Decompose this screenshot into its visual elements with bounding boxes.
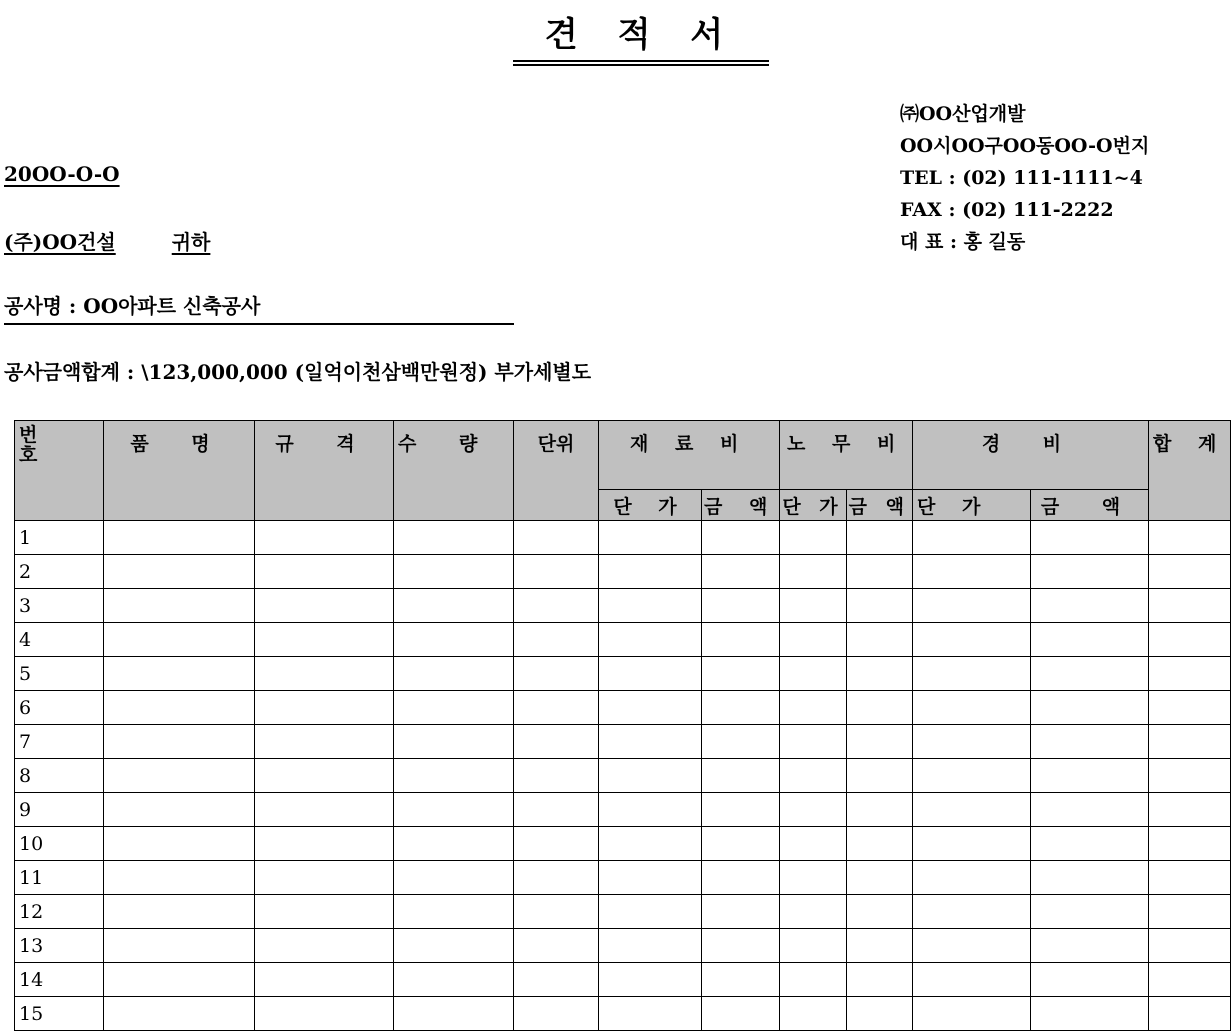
table-cell[interactable] — [702, 861, 780, 895]
table-row — [15, 963, 1231, 997]
table-cell[interactable] — [1148, 623, 1230, 657]
row-number: 15 — [15, 997, 104, 1031]
table-cell[interactable] — [846, 589, 912, 623]
table-cell[interactable] — [1148, 827, 1230, 861]
row-number: 9 — [15, 793, 104, 827]
table-cell[interactable] — [394, 861, 514, 895]
row-number: 1 — [15, 521, 104, 555]
table-cell[interactable] — [702, 725, 780, 759]
table-row — [15, 895, 1231, 929]
header-material: 재 료 비 — [599, 421, 780, 490]
table-cell[interactable] — [255, 827, 394, 861]
header-spec: 규 격 — [255, 421, 394, 521]
table-cell[interactable] — [104, 623, 255, 657]
table-cell[interactable] — [846, 861, 912, 895]
supplier-fax: FAX : (02) 111-2222 — [900, 199, 1114, 221]
table-cell[interactable] — [514, 861, 599, 895]
table-cell[interactable] — [599, 963, 702, 997]
table-cell[interactable] — [912, 963, 1030, 997]
table-cell[interactable] — [1148, 555, 1230, 589]
table-cell[interactable] — [912, 861, 1030, 895]
table-cell[interactable] — [1030, 861, 1148, 895]
table-cell[interactable] — [780, 725, 846, 759]
recipient-suffix: 귀하 — [171, 230, 211, 254]
table-cell[interactable] — [514, 827, 599, 861]
title-rule-top — [513, 60, 769, 62]
table-cell[interactable] — [702, 759, 780, 793]
table-cell[interactable] — [1148, 929, 1230, 963]
header-total: 합 계 — [1148, 421, 1230, 521]
table-cell[interactable] — [104, 759, 255, 793]
table-cell[interactable] — [599, 589, 702, 623]
table-cell[interactable] — [702, 929, 780, 963]
project-name: 공사명 : OO아파트 신축공사 — [4, 290, 514, 325]
table-cell[interactable] — [394, 589, 514, 623]
table-row — [15, 793, 1231, 827]
table-cell[interactable] — [702, 997, 780, 1031]
table-cell[interactable] — [1148, 725, 1230, 759]
table-cell[interactable] — [104, 521, 255, 555]
table-cell[interactable] — [780, 895, 846, 929]
table-cell[interactable] — [514, 657, 599, 691]
table-cell[interactable] — [1148, 759, 1230, 793]
table-cell[interactable] — [1030, 929, 1148, 963]
table-cell[interactable] — [846, 555, 912, 589]
table-cell[interactable] — [780, 963, 846, 997]
table-cell[interactable] — [1030, 691, 1148, 725]
table-cell[interactable] — [780, 759, 846, 793]
table-cell[interactable] — [255, 929, 394, 963]
table-cell[interactable] — [104, 691, 255, 725]
table-cell[interactable] — [1148, 521, 1230, 555]
table-cell[interactable] — [394, 725, 514, 759]
table-cell[interactable] — [912, 521, 1030, 555]
table-cell[interactable] — [104, 929, 255, 963]
table-cell[interactable] — [1030, 963, 1148, 997]
table-cell[interactable] — [1030, 589, 1148, 623]
table-cell[interactable] — [702, 691, 780, 725]
row-number: 7 — [15, 725, 104, 759]
table-cell[interactable] — [255, 793, 394, 827]
table-cell[interactable] — [1030, 793, 1148, 827]
table-cell[interactable] — [255, 521, 394, 555]
table-cell[interactable] — [846, 895, 912, 929]
table-cell[interactable] — [394, 521, 514, 555]
supplier-tel: TEL : (02) 111-1111~4 — [900, 167, 1143, 189]
row-number: 6 — [15, 691, 104, 725]
table-cell[interactable] — [104, 589, 255, 623]
header-unit: 단위 — [514, 421, 599, 521]
table-cell[interactable] — [104, 861, 255, 895]
table-cell[interactable] — [255, 861, 394, 895]
table-cell[interactable] — [599, 793, 702, 827]
table-cell[interactable] — [599, 657, 702, 691]
table-cell[interactable] — [394, 827, 514, 861]
supplier-name: ㈜OO산업개발 — [900, 103, 1026, 125]
table-cell[interactable] — [1030, 521, 1148, 555]
table-cell[interactable] — [394, 657, 514, 691]
table-cell[interactable] — [912, 929, 1030, 963]
total-amount: 공사금액합계 : \123,000,000 (일억이천삼백만원정) 부가세별도 — [4, 360, 592, 384]
row-number: 12 — [15, 895, 104, 929]
table-cell[interactable] — [1030, 657, 1148, 691]
table-cell[interactable] — [780, 793, 846, 827]
table-row — [15, 861, 1231, 895]
table-cell[interactable] — [846, 623, 912, 657]
table-cell[interactable] — [1030, 997, 1148, 1031]
table-cell[interactable] — [846, 827, 912, 861]
table-cell[interactable] — [255, 555, 394, 589]
row-number: 4 — [15, 623, 104, 657]
table-cell[interactable] — [702, 963, 780, 997]
row-number: 13 — [15, 929, 104, 963]
table-row — [15, 623, 1231, 657]
table-cell[interactable] — [599, 521, 702, 555]
table-cell[interactable] — [599, 997, 702, 1031]
table-cell[interactable] — [846, 691, 912, 725]
table-cell[interactable] — [1030, 895, 1148, 929]
table-cell[interactable] — [846, 521, 912, 555]
table-cell[interactable] — [394, 759, 514, 793]
row-number: 5 — [15, 657, 104, 691]
table-cell[interactable] — [255, 963, 394, 997]
table-cell[interactable] — [912, 691, 1030, 725]
table-cell[interactable] — [780, 521, 846, 555]
supplier-address: OO시OO구OO동OO-O번지 — [900, 135, 1150, 157]
table-cell[interactable] — [599, 691, 702, 725]
row-number: 10 — [15, 827, 104, 861]
table-cell[interactable] — [514, 725, 599, 759]
row-number: 8 — [15, 759, 104, 793]
table-cell[interactable] — [1148, 657, 1230, 691]
quote-table-body — [15, 521, 1231, 1031]
table-cell[interactable] — [599, 759, 702, 793]
table-cell[interactable] — [394, 691, 514, 725]
table-cell[interactable] — [1148, 793, 1230, 827]
table-cell[interactable] — [599, 725, 702, 759]
table-cell[interactable] — [394, 895, 514, 929]
table-cell[interactable] — [255, 589, 394, 623]
table-cell[interactable] — [702, 657, 780, 691]
quote-table — [14, 420, 1231, 1031]
header-material-unit-price: 단 가 — [599, 490, 702, 521]
table-cell[interactable] — [599, 623, 702, 657]
table-row — [15, 929, 1231, 963]
table-cell[interactable] — [1030, 759, 1148, 793]
table-cell[interactable] — [780, 657, 846, 691]
table-cell[interactable] — [514, 759, 599, 793]
table-cell[interactable] — [1030, 725, 1148, 759]
table-cell[interactable] — [1148, 861, 1230, 895]
header-labor-unit-price: 단 가 — [780, 490, 846, 521]
table-row — [15, 657, 1231, 691]
table-cell[interactable] — [255, 623, 394, 657]
table-cell[interactable] — [104, 997, 255, 1031]
header-item: 품 명 — [104, 421, 255, 521]
header-quantity: 수 량 — [394, 421, 514, 521]
document-title: 견 적 서 — [544, 15, 738, 55]
table-row — [15, 725, 1231, 759]
table-cell[interactable] — [514, 521, 599, 555]
table-cell[interactable] — [912, 657, 1030, 691]
table-cell[interactable] — [702, 827, 780, 861]
table-cell[interactable] — [780, 555, 846, 589]
table-cell[interactable] — [912, 759, 1030, 793]
header-labor: 노 무 비 — [780, 421, 913, 490]
table-cell[interactable] — [394, 929, 514, 963]
table-cell[interactable] — [702, 589, 780, 623]
table-cell[interactable] — [104, 657, 255, 691]
table-cell[interactable] — [846, 657, 912, 691]
header-material-amount: 금 액 — [702, 490, 780, 521]
quote-date: 20OO-O-O — [4, 162, 120, 186]
table-cell[interactable] — [1148, 963, 1230, 997]
table-cell[interactable] — [780, 589, 846, 623]
table-row — [15, 691, 1231, 725]
table-cell[interactable] — [1148, 691, 1230, 725]
table-cell[interactable] — [912, 623, 1030, 657]
table-cell[interactable] — [514, 623, 599, 657]
table-cell[interactable] — [846, 725, 912, 759]
table-cell[interactable] — [1148, 895, 1230, 929]
table-row — [15, 521, 1231, 555]
table-cell[interactable] — [780, 861, 846, 895]
table-cell[interactable] — [1148, 997, 1230, 1031]
table-cell[interactable] — [912, 555, 1030, 589]
table-row — [15, 827, 1231, 861]
row-number: 11 — [15, 861, 104, 895]
table-cell[interactable] — [104, 963, 255, 997]
table-cell[interactable] — [514, 963, 599, 997]
table-cell[interactable] — [780, 827, 846, 861]
header-number: 번 호 — [15, 421, 104, 521]
table-cell[interactable] — [255, 691, 394, 725]
table-row — [15, 555, 1231, 589]
table-cell[interactable] — [912, 997, 1030, 1031]
table-cell[interactable] — [1030, 623, 1148, 657]
table-cell[interactable] — [394, 623, 514, 657]
title-rule-bottom — [513, 64, 769, 66]
table-cell[interactable] — [1030, 827, 1148, 861]
supplier-ceo: 대 표 : 홍 길동 — [900, 231, 1026, 253]
table-cell[interactable] — [702, 895, 780, 929]
table-cell[interactable] — [780, 691, 846, 725]
table-cell[interactable] — [394, 963, 514, 997]
table-cell[interactable] — [514, 895, 599, 929]
table-cell[interactable] — [912, 827, 1030, 861]
table-cell[interactable] — [912, 793, 1030, 827]
recipient — [4, 226, 210, 255]
table-cell[interactable] — [1148, 589, 1230, 623]
table-row — [15, 997, 1231, 1031]
table-cell[interactable] — [780, 997, 846, 1031]
row-number: 3 — [15, 589, 104, 623]
table-cell[interactable] — [514, 929, 599, 963]
table-cell[interactable] — [255, 657, 394, 691]
table-cell[interactable] — [394, 555, 514, 589]
table-cell[interactable] — [846, 963, 912, 997]
table-cell[interactable] — [846, 793, 912, 827]
header-expense: 경 비 — [912, 421, 1148, 490]
table-cell[interactable] — [1030, 555, 1148, 589]
table-cell[interactable] — [104, 555, 255, 589]
table-cell[interactable] — [912, 589, 1030, 623]
table-cell[interactable] — [255, 725, 394, 759]
row-number: 14 — [15, 963, 104, 997]
header-expense-unit-price: 단 가 — [912, 490, 1030, 521]
header-labor-amount: 금 액 — [846, 490, 912, 521]
table-cell[interactable] — [702, 521, 780, 555]
table-cell[interactable] — [780, 623, 846, 657]
table-cell[interactable] — [104, 895, 255, 929]
table-cell[interactable] — [912, 895, 1030, 929]
supplier-block — [900, 98, 1149, 258]
table-cell[interactable] — [846, 997, 912, 1031]
table-cell[interactable] — [514, 997, 599, 1031]
table-cell[interactable] — [255, 895, 394, 929]
table-row — [15, 759, 1231, 793]
table-cell[interactable] — [599, 895, 702, 929]
table-cell[interactable] — [514, 589, 599, 623]
table-cell[interactable] — [702, 555, 780, 589]
table-cell[interactable] — [514, 691, 599, 725]
table-cell[interactable] — [255, 759, 394, 793]
table-cell[interactable] — [104, 827, 255, 861]
table-cell[interactable] — [104, 725, 255, 759]
table-cell[interactable] — [599, 555, 702, 589]
table-cell[interactable] — [394, 793, 514, 827]
table-cell[interactable] — [599, 827, 702, 861]
row-number: 2 — [15, 555, 104, 589]
table-cell[interactable] — [912, 725, 1030, 759]
table-cell[interactable] — [104, 793, 255, 827]
table-cell[interactable] — [514, 555, 599, 589]
table-row — [15, 589, 1231, 623]
table-cell[interactable] — [255, 997, 394, 1031]
table-cell[interactable] — [514, 793, 599, 827]
table-cell[interactable] — [780, 929, 846, 963]
table-cell[interactable] — [599, 929, 702, 963]
recipient-company: (주)OO건설 — [4, 230, 116, 254]
table-cell[interactable] — [702, 793, 780, 827]
table-cell[interactable] — [702, 623, 780, 657]
table-cell[interactable] — [394, 997, 514, 1031]
header-expense-amount: 금 액 — [1030, 490, 1148, 521]
table-cell[interactable] — [846, 759, 912, 793]
table-cell[interactable] — [599, 861, 702, 895]
table-cell[interactable] — [846, 929, 912, 963]
